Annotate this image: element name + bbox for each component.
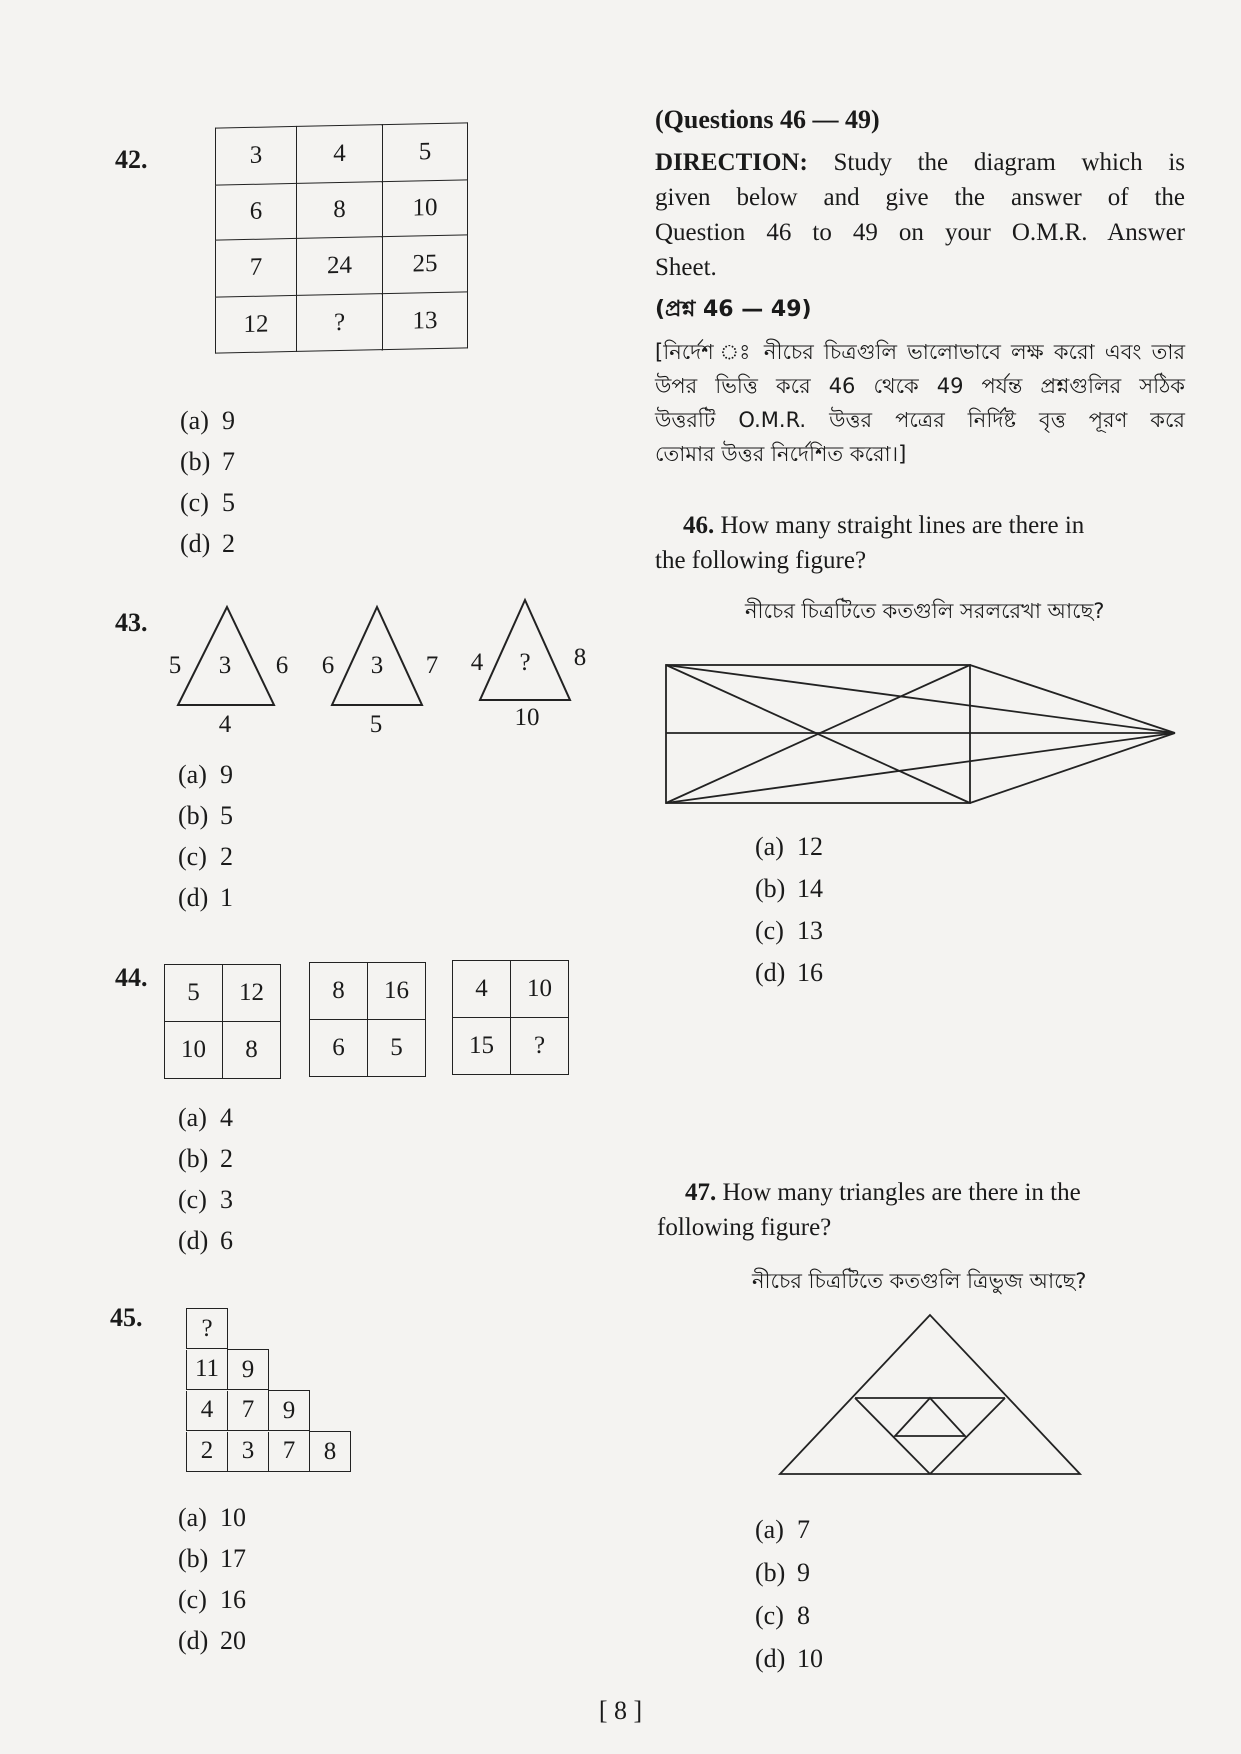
q44-cell: 10 bbox=[165, 1022, 223, 1079]
bn-line: উত্তরটি O.M.R. উত্তর পত্রের নির্দিষ্ট বৃত্ত পূরণ করে bbox=[655, 408, 1185, 432]
q46-number: 46. bbox=[683, 512, 715, 539]
option-a[interactable] bbox=[755, 1508, 823, 1551]
q47-options bbox=[755, 1508, 823, 1680]
q44-number: 44. bbox=[115, 963, 148, 992]
option-label: (a) bbox=[178, 760, 207, 789]
option-c[interactable] bbox=[178, 836, 233, 877]
option-value: 8 bbox=[797, 1601, 810, 1630]
option-label: (b) bbox=[178, 1544, 209, 1573]
option-a[interactable] bbox=[755, 826, 823, 868]
bn-heading: (প্রশ্ন 46 — 49) bbox=[655, 297, 812, 322]
option-d[interactable] bbox=[178, 1620, 246, 1661]
option-label: (d) bbox=[178, 1226, 209, 1255]
option-value: 12 bbox=[797, 832, 823, 861]
q45-staircase bbox=[186, 1308, 351, 1472]
direction-line bbox=[655, 145, 1185, 180]
tri3-right: 8 bbox=[573, 644, 587, 671]
option-c[interactable] bbox=[178, 1579, 246, 1620]
q47-bn: নীচের চিত্রটিতে কতগুলি ত্রিভুজ আছে? bbox=[752, 1269, 1087, 1293]
option-label: (a) bbox=[178, 1103, 207, 1132]
q43-number: 43. bbox=[115, 608, 148, 637]
bn-direction bbox=[655, 335, 1185, 471]
q43-triangles bbox=[150, 595, 610, 740]
option-value: 16 bbox=[220, 1585, 246, 1614]
option-value: 13 bbox=[797, 916, 823, 945]
option-label: (b) bbox=[755, 1558, 786, 1587]
option-label: (b) bbox=[178, 801, 209, 830]
q45-cell: 9 bbox=[228, 1350, 269, 1390]
q42-grid bbox=[215, 122, 468, 353]
q47-figure bbox=[775, 1310, 1085, 1480]
q42-cell: 10 bbox=[383, 180, 468, 237]
tri2-center: 3 bbox=[370, 652, 384, 679]
q44-cell: 4 bbox=[453, 961, 511, 1018]
q47-text: How many triangles are there in the bbox=[722, 1179, 1081, 1206]
option-label: (c) bbox=[180, 488, 209, 517]
q45-cell: 2 bbox=[187, 1432, 228, 1472]
option-d[interactable] bbox=[755, 952, 823, 994]
q46-line bbox=[970, 665, 1175, 733]
q42-cell: 13 bbox=[383, 292, 468, 350]
q42-options bbox=[180, 400, 235, 564]
q44-options bbox=[178, 1097, 233, 1261]
q47-text-line2: following figure? bbox=[657, 1214, 832, 1241]
q45-cell: 9 bbox=[269, 1391, 310, 1431]
option-value: 14 bbox=[797, 874, 823, 903]
option-value: 2 bbox=[220, 842, 233, 871]
q45-cell: ? bbox=[187, 1309, 228, 1349]
option-label: (a) bbox=[178, 1503, 207, 1532]
bn-line: তোমার উত্তর নির্দেশিত করো।] bbox=[655, 442, 907, 466]
q47-inner-triangle bbox=[895, 1398, 965, 1436]
option-c[interactable] bbox=[755, 910, 823, 952]
q44-cell: 16 bbox=[368, 963, 426, 1020]
option-value: 4 bbox=[220, 1103, 233, 1132]
option-value: 1 bbox=[220, 883, 233, 912]
option-value: 3 bbox=[220, 1185, 233, 1214]
option-a[interactable] bbox=[178, 1097, 233, 1138]
direction-line: Sheet. bbox=[655, 254, 717, 281]
option-a[interactable] bbox=[180, 400, 235, 441]
q44-cell: 12 bbox=[223, 965, 281, 1022]
q45-cell: 11 bbox=[187, 1350, 228, 1390]
q42-cell: 12 bbox=[216, 295, 297, 353]
option-label: (c) bbox=[755, 1601, 784, 1630]
option-value: 2 bbox=[222, 529, 235, 558]
tri3-left: 4 bbox=[470, 649, 484, 676]
q45-cell: 8 bbox=[310, 1432, 351, 1472]
option-b[interactable] bbox=[755, 868, 823, 910]
option-c[interactable] bbox=[180, 482, 235, 523]
option-d[interactable] bbox=[755, 1637, 823, 1680]
q46-bn: নীচের চিত্রটিতে কতগুলি সরলরেখা আছে? bbox=[745, 599, 1105, 623]
option-c[interactable] bbox=[755, 1594, 823, 1637]
option-label: (d) bbox=[755, 958, 786, 987]
option-c[interactable] bbox=[178, 1179, 233, 1220]
tri1-left: 5 bbox=[168, 652, 182, 679]
direction-label: DIRECTION: bbox=[655, 149, 808, 176]
option-b[interactable] bbox=[178, 1538, 246, 1579]
option-b[interactable] bbox=[180, 441, 235, 482]
q46-line bbox=[970, 733, 1175, 803]
q45-cell: 7 bbox=[269, 1432, 310, 1472]
bn-line: [নির্দেশ ঃ নীচের চিত্রগুলি ভালোভাবে লক্ষ করো এবং তার bbox=[655, 340, 1185, 364]
q42-cell: 6 bbox=[216, 183, 297, 240]
option-b[interactable] bbox=[178, 1138, 233, 1179]
q42-cell: 3 bbox=[216, 126, 297, 185]
q47-question bbox=[657, 1175, 1197, 1245]
tri2-bottom: 5 bbox=[369, 711, 383, 738]
direction-text: Study the diagram which is bbox=[833, 149, 1186, 176]
q44-box-1 bbox=[164, 964, 281, 1079]
tri2-right: 7 bbox=[425, 652, 439, 679]
q42-cell: 8 bbox=[297, 182, 383, 239]
option-value: 10 bbox=[797, 1644, 823, 1673]
option-a[interactable] bbox=[178, 754, 233, 795]
q42-cell: 5 bbox=[383, 123, 468, 182]
q45-cell: 3 bbox=[228, 1432, 269, 1472]
option-label: (b) bbox=[178, 1144, 209, 1173]
option-label: (d) bbox=[178, 883, 209, 912]
direction-block bbox=[655, 145, 1185, 285]
page-number: [ 8 ] bbox=[598, 1696, 643, 1725]
option-value: 5 bbox=[222, 488, 235, 517]
q47-outer-triangle bbox=[780, 1315, 1080, 1474]
q46-question bbox=[655, 508, 1190, 578]
q45-cell: 7 bbox=[228, 1391, 269, 1431]
q44-cell: 15 bbox=[453, 1018, 511, 1075]
option-value: 7 bbox=[797, 1515, 810, 1544]
option-label: (c) bbox=[178, 1585, 207, 1614]
option-label: (b) bbox=[755, 874, 786, 903]
option-value: 20 bbox=[220, 1626, 246, 1655]
option-label: (d) bbox=[178, 1626, 209, 1655]
section-heading: (Questions 46 — 49) bbox=[655, 105, 880, 134]
option-d[interactable] bbox=[178, 877, 233, 918]
option-d[interactable] bbox=[180, 523, 235, 564]
option-value: 17 bbox=[220, 1544, 246, 1573]
q44-box-3 bbox=[452, 960, 569, 1075]
tri1-bottom: 4 bbox=[218, 711, 232, 738]
option-value: 2 bbox=[220, 1144, 233, 1173]
q44-cell: ? bbox=[511, 1018, 569, 1075]
tri2-left: 6 bbox=[321, 652, 335, 679]
q45-options bbox=[178, 1497, 246, 1661]
option-label: (b) bbox=[180, 447, 211, 476]
q42-cell: 25 bbox=[383, 235, 468, 294]
option-label: (c) bbox=[755, 916, 784, 945]
q44-cell: 8 bbox=[310, 963, 368, 1020]
direction-line: Question 46 to 49 on your O.M.R. Answer bbox=[655, 219, 1185, 246]
tri1-right: 6 bbox=[275, 652, 289, 679]
option-value: 10 bbox=[220, 1503, 246, 1532]
option-label: (d) bbox=[180, 529, 211, 558]
option-value: 9 bbox=[222, 406, 235, 435]
q42-cell: 24 bbox=[297, 237, 383, 296]
option-value: 9 bbox=[220, 760, 233, 789]
option-label: (c) bbox=[178, 1185, 207, 1214]
option-b[interactable] bbox=[755, 1551, 823, 1594]
q46-text-line2: the following figure? bbox=[655, 547, 867, 574]
option-value: 16 bbox=[797, 958, 823, 987]
q46-options bbox=[755, 826, 823, 994]
option-value: 5 bbox=[220, 801, 233, 830]
option-label: (a) bbox=[755, 832, 784, 861]
q43-options bbox=[178, 754, 233, 918]
q42-cell: 4 bbox=[297, 125, 383, 184]
option-d[interactable] bbox=[178, 1220, 233, 1261]
tri3-center: ? bbox=[519, 649, 531, 676]
option-value: 7 bbox=[222, 447, 235, 476]
tri1-center: 3 bbox=[218, 652, 232, 679]
q44-box-2 bbox=[309, 962, 426, 1077]
q42-cell: 7 bbox=[216, 238, 297, 297]
q42-cell: ? bbox=[297, 294, 383, 352]
option-value: 6 bbox=[220, 1226, 233, 1255]
q47-number: 47. bbox=[685, 1179, 717, 1206]
option-b[interactable] bbox=[178, 795, 233, 836]
q46-figure bbox=[660, 660, 1190, 810]
option-label: (a) bbox=[755, 1515, 784, 1544]
q45-cell: 4 bbox=[187, 1391, 228, 1431]
q44-cell: 5 bbox=[368, 1020, 426, 1077]
option-label: (d) bbox=[755, 1644, 786, 1673]
q46-text: How many straight lines are there in bbox=[720, 512, 1085, 539]
bn-line: উপর ভিত্তি করে 46 থেকে 49 পর্যন্ত প্রশ্নগুলির সঠিক bbox=[655, 374, 1185, 398]
q44-cell: 5 bbox=[165, 965, 223, 1022]
option-label: (c) bbox=[178, 842, 207, 871]
tri3-bottom: 10 bbox=[514, 704, 540, 731]
option-label: (a) bbox=[180, 406, 209, 435]
direction-line: given below and give the answer of the bbox=[655, 184, 1185, 211]
option-value: 9 bbox=[797, 1558, 810, 1587]
option-a[interactable] bbox=[178, 1497, 246, 1538]
q44-cell: 6 bbox=[310, 1020, 368, 1077]
q44-cell: 10 bbox=[511, 961, 569, 1018]
q44-cell: 8 bbox=[223, 1022, 281, 1079]
q45-number: 45. bbox=[110, 1303, 143, 1332]
q42-number: 42. bbox=[115, 145, 148, 174]
